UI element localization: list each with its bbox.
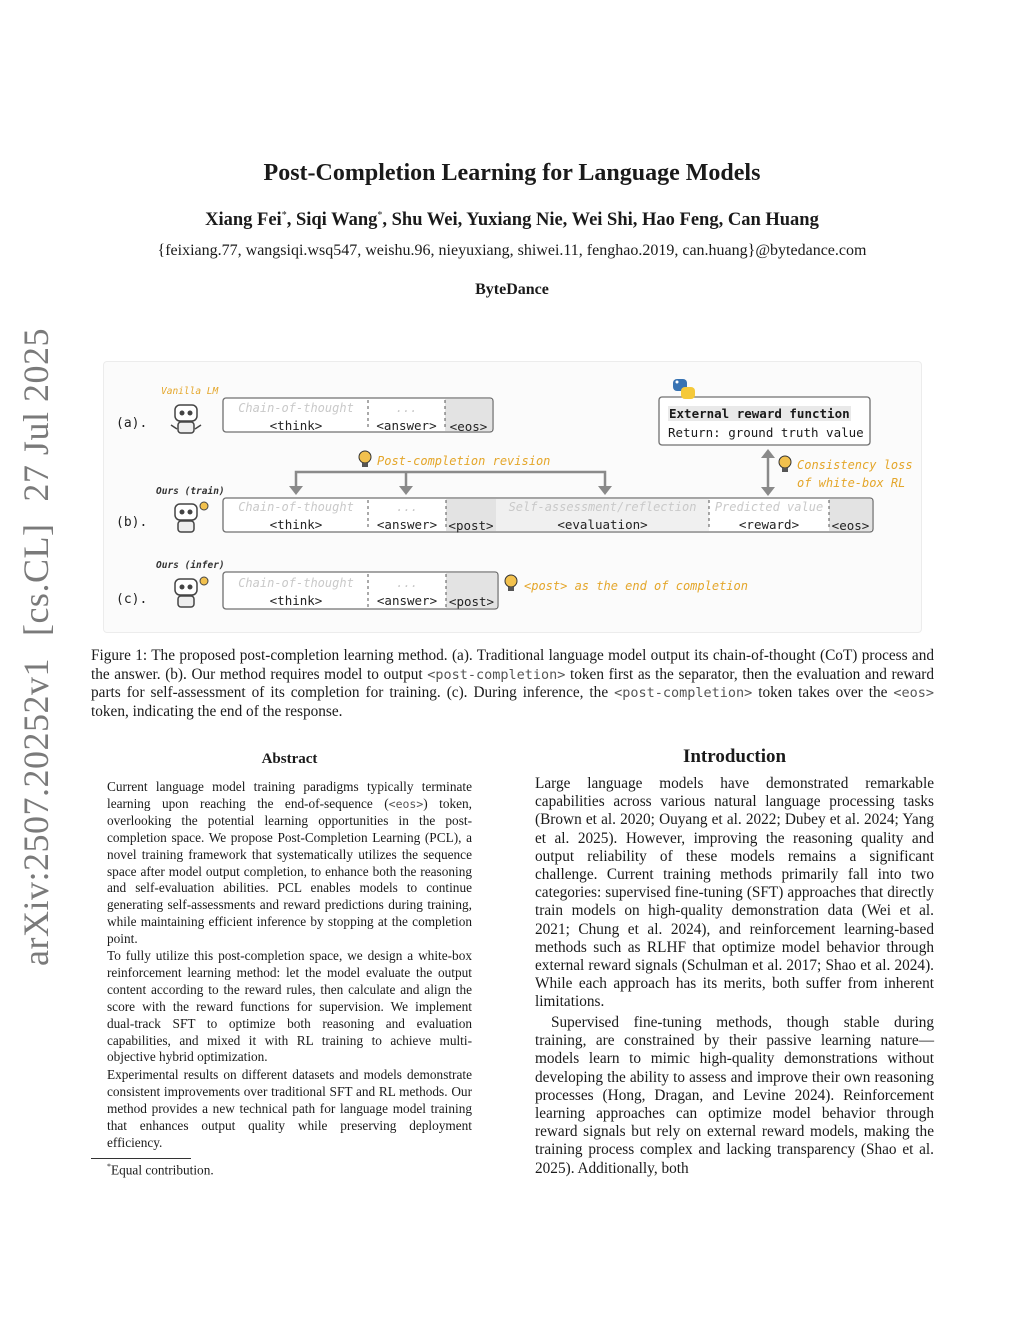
- lightbulb-icon: [359, 451, 371, 467]
- consistency-note-line1: Consistency loss: [797, 458, 913, 472]
- robot-icon: [175, 502, 208, 532]
- reward-token: <reward>: [738, 517, 800, 532]
- arxiv-id: arXiv:2507.20252v1: [16, 658, 56, 966]
- abstract-paragraph: Experimental results on different datasets and models demonstrate consistent improvements over traditional SFT and RL methods. Our method provides a new technical path for language model training that enhances output quality while preserving deployment efficiency.: [107, 1067, 472, 1150]
- abstract-heading: Abstract: [261, 751, 318, 767]
- segment-ghost: Predicted value: [714, 500, 824, 514]
- introduction-heading: Introduction: [682, 746, 787, 767]
- segment-ghost: ...: [396, 576, 418, 590]
- post-token: <post>: [448, 518, 494, 533]
- caption-text: token first as the separator, then the evaluation and reward parts for self-assessment of its completion for training. (c). During inference, the: [91, 665, 934, 702]
- caption-text: token takes over the: [752, 684, 894, 702]
- answer-token: <answer>: [376, 517, 438, 532]
- author-name: Siqi Wang: [295, 210, 378, 231]
- abstract-text: Current language model training paradigms typically terminate learning upon reaching the end-of-sequence (: [107, 779, 472, 811]
- think-token: <think>: [269, 593, 323, 608]
- figure-caption: [91, 647, 934, 721]
- lightbulb-icon: [779, 456, 791, 472]
- think-token: <think>: [269, 517, 323, 532]
- caption-text: token, indicating the end of the response.: [91, 702, 343, 720]
- caption-text: Figure 1: The proposed post-completion learning method. (a). Traditional language model output its chain-of-thought (CoT) process and the answer. (b). Our method requires model to output: [91, 647, 934, 683]
- footnote-mark: *: [107, 1162, 111, 1171]
- revision-arrows: [296, 472, 605, 488]
- arxiv-category: [cs.CL]: [16, 523, 56, 637]
- answer-token: <answer>: [376, 418, 437, 433]
- author-name: Xiang Fei: [205, 210, 282, 231]
- segment-ghost: ...: [396, 500, 418, 514]
- lightbulb-icon: [505, 575, 517, 591]
- robot-icon: [171, 405, 201, 433]
- footnote-text: Equal contribution.: [111, 1162, 214, 1178]
- affiliation: ByteDance: [475, 281, 549, 298]
- segment-ghost: Chain-of-thought: [238, 500, 354, 514]
- row-c-label: (c).: [116, 592, 148, 607]
- abstract-paragraph: [107, 779, 472, 948]
- reward-box-title: External reward function: [669, 406, 850, 421]
- paper-title: Post-Completion Learning for Language Models: [263, 160, 761, 186]
- author-name: Shu Wei: [391, 210, 458, 231]
- author-emails: {feixiang.77, wangsiqi.wsq547, weishu.96, nieyuxiang, shiwei.11, fenghao.2019, can.huang}@bytedance.com: [157, 242, 867, 259]
- introduction-paragraph: Supervised fine-tuning methods, though stable during training, are constrained by their passive learning nature—models learn to mimic high-quality demonstrations without developing the ability to assess and improve their own reasoning processes (Hong, Dragan, and Levine 2024). Reinforcement learning approaches can optimize model behavior through reward signals but rely on external reward models, making the training process complex and lacking transparency (Shao et al. 2025). Additionally, both: [535, 1014, 934, 1177]
- author-name: Yuxiang Nie: [466, 210, 563, 231]
- segment-ghost: Chain-of-thought: [238, 401, 354, 415]
- robot-icon: [175, 577, 208, 607]
- end-of-completion-note: <post> as the end of completion: [524, 579, 748, 593]
- author-mark: *: [281, 210, 287, 221]
- row-b-label: (b).: [116, 515, 148, 530]
- think-token: <think>: [269, 418, 323, 433]
- author-name: Hao Feng: [642, 210, 719, 231]
- caption-code: <post-completion>: [614, 685, 753, 702]
- abstract-paragraph: To fully utilize this post-completion space, we design a white-box reinforcement learning method: let the model evaluate the output content according to the reward rules, then calculate and align the score with the reward functions for supervision. We implement dual-track SFT to optimize both reasoning and evaluation capabilities, and mixed it with RL training to achieve multi-objective hybrid optimization.: [107, 948, 472, 1065]
- answer-token: <answer>: [376, 593, 438, 608]
- footnote: [107, 1162, 214, 1178]
- consistency-arrow: [761, 449, 775, 496]
- revision-arrowheads: [289, 486, 612, 495]
- abstract-text: ) token, overlooking the potential learning opportunities in the post-completion space. We propose Post-Completion Learning (PCL), a novel training framework that systematically utilizes the sequence space after model output completion, to enhance both the reasoning and self-evaluation abilities. PCL enables models to continue generating self-assessments and reward predictions during training, while maintaining efficient inference by stopping at the completion point.: [107, 795, 472, 947]
- eos-token: <eos>: [831, 518, 870, 533]
- evaluation-token: <evaluation>: [557, 517, 648, 532]
- post-token: <post>: [448, 594, 495, 609]
- author-list: Xiang Fei*, Siqi Wang*, Shu Wei, Yuxiang Nie, Wei Shi, Hao Feng, Can Huang: [205, 210, 819, 231]
- post-completion-note: Post-completion revision: [377, 454, 551, 468]
- segment-ghost: ...: [395, 401, 418, 415]
- arxiv-date: 27 Jul 2025: [16, 328, 56, 502]
- row-a-label: (a).: [116, 416, 148, 431]
- introduction-paragraph: Large language models have demonstrated remarkable capabilities across various natural language processing tasks (Brown et al. 2020; Ouyang et al. 2022; Dubey et al. 2024; Yang et al. 2025). However, improving the reasoning quality and output reliability of these models remains a significant challenge. Current training methods primarily fall into two categories: supervised fine-tuning (SFT) approaches that directly train models on high-quality demonstration data (Wei et al. 2021; Chung et al. 2024), and reinforcement learning-based methods such as RLHF that optimize model behavior through external reward signals (Schulman et al. 2017; Shao et al. 2024). While each approach has its merits, both suffer from inherent limitations.: [535, 775, 934, 1011]
- author-name: Can Huang: [727, 210, 819, 231]
- ours-infer-tag: Ours (infer): [156, 560, 225, 571]
- author-mark: *: [377, 210, 383, 221]
- python-logo-icon: [673, 379, 695, 399]
- caption-code: <post-completion>: [427, 666, 566, 683]
- vanilla-lm-tag: Vanilla LM: [161, 386, 219, 397]
- segment-ghost: Self-assessment/reflection: [508, 500, 697, 514]
- eos-token: <eos>: [449, 419, 488, 434]
- reward-box-subtitle: Return: ground truth value: [668, 425, 864, 440]
- footnote-rule: [91, 1158, 191, 1159]
- segment-ghost: Chain-of-thought: [238, 576, 354, 590]
- consistency-note-line2: of white-box RL: [797, 476, 906, 490]
- author-name: Wei Shi: [571, 210, 633, 231]
- caption-code: <eos>: [893, 685, 935, 702]
- arxiv-stamp: [6, 328, 66, 966]
- abstract-code: <eos>: [388, 796, 424, 811]
- ours-train-tag: Ours (train): [156, 486, 225, 497]
